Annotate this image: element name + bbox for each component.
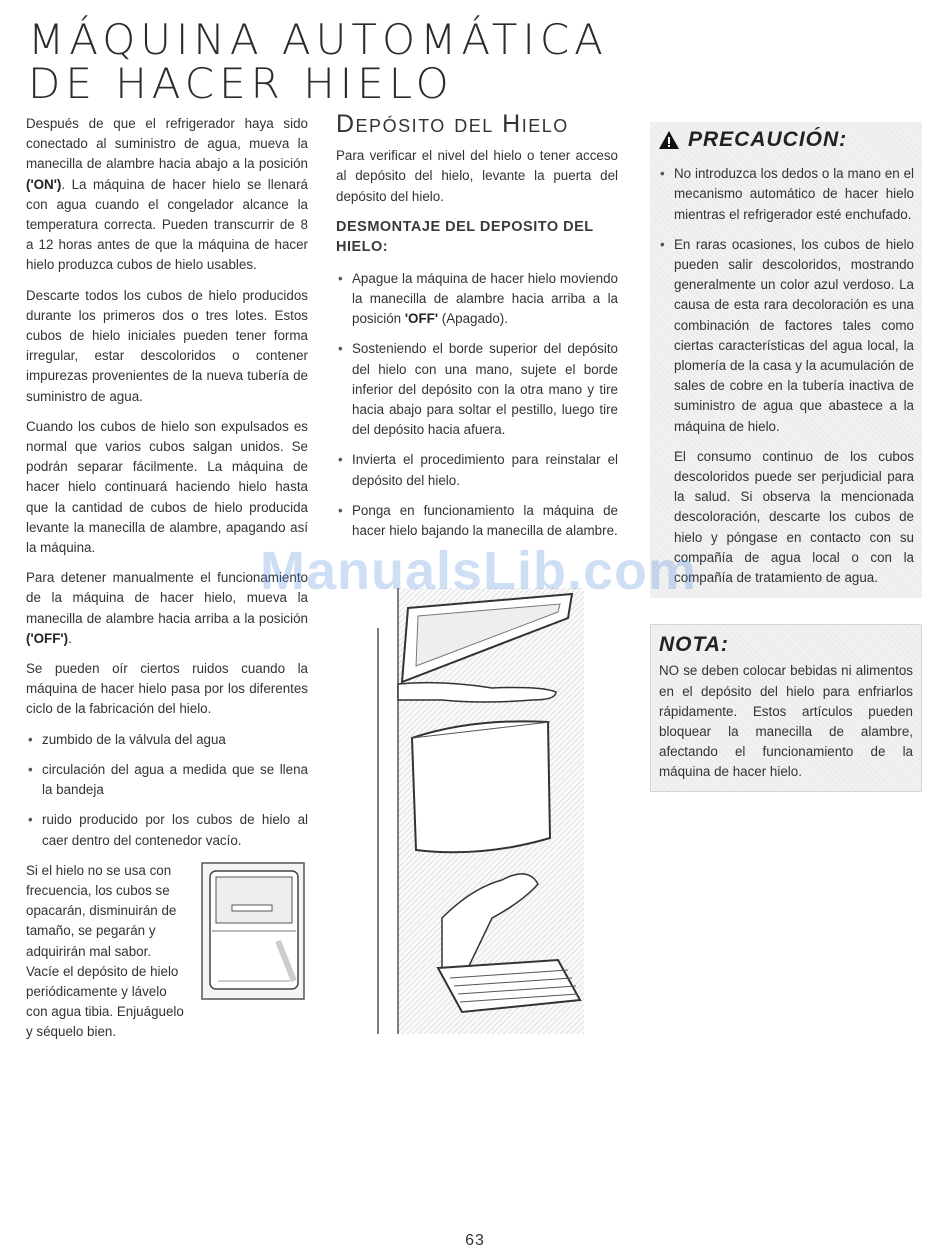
off-label: ('OFF') bbox=[26, 630, 69, 646]
caution-title: PRECAUCIÓN: bbox=[688, 128, 848, 151]
list-item: • ruido producido por los cubos de hielo al caer dentro del contenedor vacío. bbox=[26, 810, 308, 850]
paragraph-ejection: Cuando los cubos de hielo son expulsados es normal que varios cubos salgan unidos. Se podrán separar fácilmente. La máquina de hacer hielo continuará haciendo hielo hasta que la cantidad de cubos de hielo producida levante la manecilla de alambre, apagando así la máquina. bbox=[26, 418, 308, 556]
off-label: 'OFF' bbox=[404, 311, 439, 327]
section-heading: Depósito del Hielo bbox=[336, 110, 569, 138]
watermark: ManualsLib.com bbox=[260, 541, 698, 601]
paragraph-intro bbox=[26, 114, 308, 276]
caution-list bbox=[658, 164, 914, 437]
paragraph-access: Para verificar el nivel del hielo o tener acceso al depósito del hielo, levante la puerta del depósito del hielo. bbox=[336, 148, 618, 204]
list-item: • En raras ocasiones, los cubos de hielo pueden salir descoloridos, mostrando generalmente un color azul verdoso. La causa de esta rara decoloración es una combinación de factores tales como ciertas características del agua local, la plomería de la casa y la acumulación de sales de cobre en la tubería inactiva de suministro de agua que abastece a la máquina de hielo. bbox=[658, 235, 914, 437]
text-span: Para detener manualmente el funcionamiento de la máquina de hacer hielo, mueva la manecilla de alambre hacia arriba a la posición bbox=[26, 570, 308, 626]
title-line-1: MÁQUINA AUTOMÁTICA bbox=[28, 15, 608, 64]
paragraph-noises: Se pueden oír ciertos ruidos cuando la máquina de hacer hielo pasa por los diferentes ciclo de la fabricación del hielo. bbox=[26, 661, 308, 717]
paragraph-cleaning: Si el hielo no se usa con frecuencia, los cubos se opacarán, disminuirán de tamaño, se pegarán y adquirirán mal sabor. Vacíe el depósito de hielo periódicamente y lávelo con agua tibia. Enjuáguelo y séquelo bien. bbox=[26, 862, 184, 1040]
caution-heading bbox=[658, 128, 914, 164]
list-item: • No introduzca los dedos o la mano en el mecanismo automático de hacer hielo mientras el refrigerador esté enchufado. bbox=[658, 164, 914, 225]
text-span: . La máquina de hacer hielo se llenará con agua cuando el congelador alcance la temperatura correcta. Pueden transcurrir de 8 a 12 horas antes de que la máquina de hacer hielo produzca cubos de hielo usables. bbox=[26, 176, 308, 273]
list-item bbox=[336, 269, 618, 330]
right-column bbox=[650, 122, 922, 792]
caution-extra: El consumo continuo de los cubos descoloridos puede ser perjudicial para la salud. Si observa la mencionada descoloración, descarte los cubos de hielo y póngase en contacto con su compañía de agua local o con la compañía de tratamiento de agua. bbox=[674, 448, 914, 586]
on-label: ('ON') bbox=[26, 176, 62, 192]
left-column bbox=[26, 114, 308, 1053]
warning-triangle-icon bbox=[658, 130, 680, 150]
list-item: • Invierta el procedimiento para reinstalar el depósito del hielo. bbox=[336, 450, 618, 490]
paragraph-discard: Descarte todos los cubos de hielo producidos durante los primeros dos o tres lotes. Estos cubos de hielo iniciales pueden tener forma irregular, estar descoloridos o contener impurezas provenientes de la nueva tubería de suministro de agua. bbox=[26, 287, 308, 404]
ice-bin-removal-illustration bbox=[372, 588, 584, 1034]
note-box bbox=[650, 624, 922, 791]
paragraph-stop bbox=[26, 568, 308, 649]
note-text: NO se deben colocar bebidas ni alimentos en el depósito del hielo para enfriarlos rápidamente. Estos artículos pueden bloquear la manecilla de alambre, afectando el funcionamiento de la máquina de hacer hielo. bbox=[659, 663, 913, 780]
page-number: 63 bbox=[465, 1232, 485, 1249]
list-item: • circulación del agua a medida que se llena la bandeja bbox=[26, 760, 308, 800]
removal-steps bbox=[336, 269, 618, 541]
title-line-2: DE HACER HIELO bbox=[28, 59, 454, 108]
list-item: • Ponga en funcionamiento la máquina de hacer hielo bajando la manecilla de alambre. bbox=[336, 501, 618, 541]
text-span: Después de que el refrigerador haya sido conectado al suministro de agua, mueva la manecilla de alambre hacia abajo a la posición bbox=[26, 116, 308, 172]
list-item: • Sosteniendo el borde superior del depósito del hielo con una mano, sujete el borde inferior del depósito con la otra mano y tire hacia abajo para soltar el pestillo, luego tire del depósito hacia afuera. bbox=[336, 339, 618, 440]
middle-column bbox=[336, 110, 618, 551]
noise-list bbox=[26, 730, 308, 851]
caution-box bbox=[650, 122, 922, 598]
text-span: . bbox=[68, 630, 72, 646]
ice-bin-illustration bbox=[198, 861, 308, 1001]
page-title bbox=[28, 15, 628, 108]
subsection-heading: DESMONTAJE DEL DEPOSITO DEL HIELO: bbox=[336, 218, 594, 255]
note-heading: NOTA: bbox=[659, 633, 729, 657]
list-item: • zumbido de la válvula del agua bbox=[26, 730, 308, 750]
text-span: (Apagado). bbox=[438, 311, 508, 327]
text-span: Apague la máquina de hacer hielo moviendo la manecilla de alambre hacia arriba a la posición bbox=[352, 270, 618, 327]
bin-cleaning-section bbox=[26, 861, 308, 1053]
